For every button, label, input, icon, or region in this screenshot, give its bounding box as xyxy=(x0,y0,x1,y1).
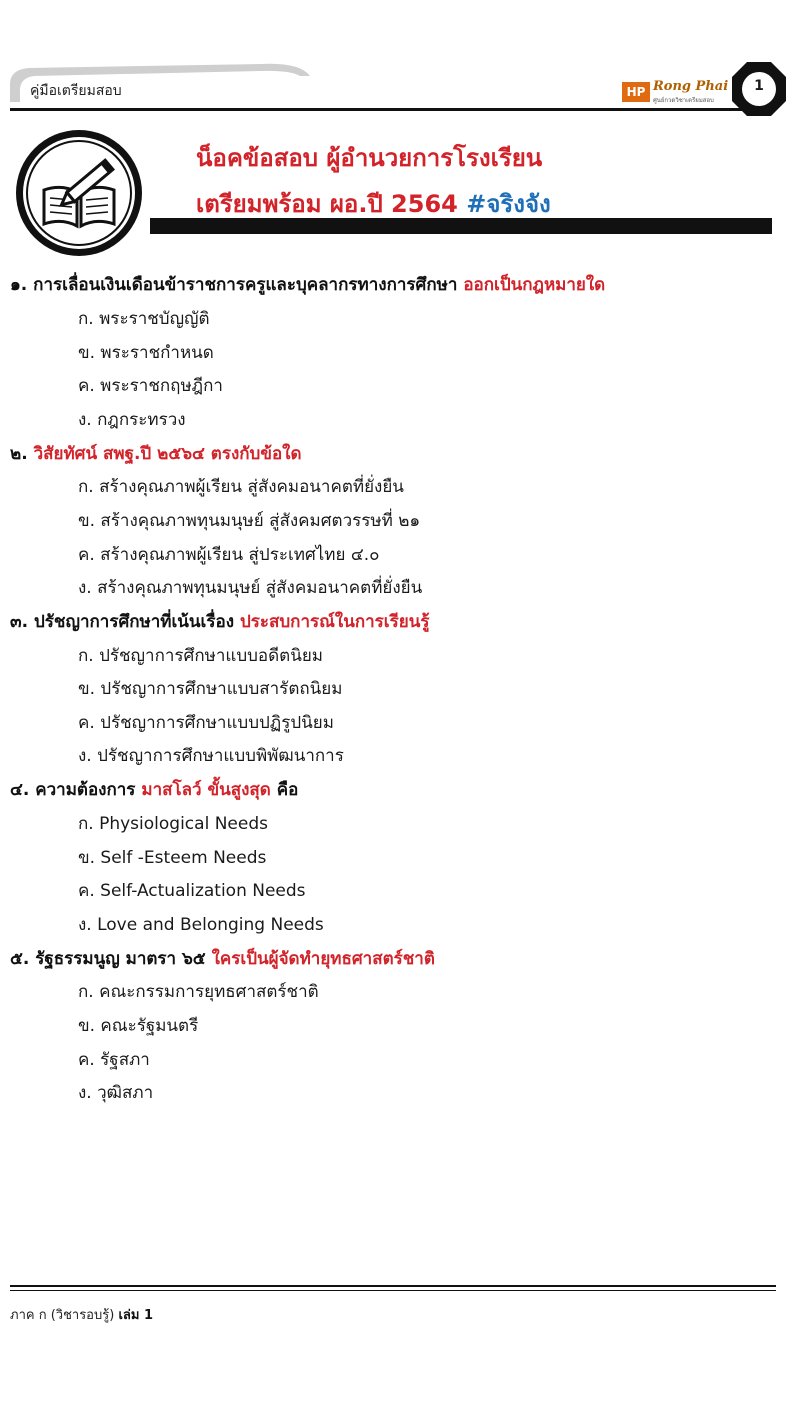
option-1a: ก. พระราชบัญญัติ xyxy=(78,309,210,329)
question-4-lead: ๔. ความต้องการ xyxy=(10,780,142,800)
question-2-lead: ๒. xyxy=(10,444,34,464)
title-subject: ข้อสอบ ผู้อำนวยการโรงเรียน xyxy=(242,144,543,172)
option-3b: ข. ปรัชญาการศึกษาแบบสารัตถนิยม xyxy=(78,679,343,699)
question-5-lead: ๕. รัฐธรรมนูญ มาตรา ๖๕ xyxy=(10,949,212,969)
footer-part-label: ภาค ก (วิชารอบรู้) xyxy=(10,1308,119,1323)
logo-tagline: ศูนย์กวดวิชาเตรียมสอบ xyxy=(653,97,714,104)
option-5a: ก. คณะกรรมการยุทธศาสตร์ชาติ xyxy=(78,982,319,1002)
option-1d: ง. กฎกระทรวง xyxy=(78,410,186,430)
question-3-lead: ๓. ปรัชญาการศึกษาที่เน้นเรื่อง xyxy=(10,612,240,632)
option-1c: ค. พระราชกฤษฎีกา xyxy=(78,376,223,396)
title-hashtag: #จริงจัง xyxy=(466,190,551,218)
option-4c: ค. Self-Actualization Needs xyxy=(78,881,306,901)
option-5b: ข. คณะรัฐมนตรี xyxy=(78,1016,199,1036)
question-4-tail: คือ xyxy=(270,780,299,800)
manual-label: คู่มือเตรียมสอบ xyxy=(30,83,122,99)
option-4b: ข. Self -Esteem Needs xyxy=(78,848,267,868)
question-1-highlight: ออกเป็นกฎหมายใด xyxy=(463,275,606,295)
brand-logo xyxy=(622,76,732,106)
title-line-1 xyxy=(196,138,542,177)
question-1 xyxy=(10,271,605,298)
option-5d: ง. วุฒิสภา xyxy=(78,1083,154,1103)
option-3a: ก. ปรัชญาการศึกษาแบบอดีตนิยม xyxy=(78,646,324,666)
question-5 xyxy=(10,945,435,972)
question-2-tail: ตรงกับข้อใด xyxy=(204,444,302,464)
title-knock: น็อค xyxy=(196,144,243,172)
footer-rule-thick xyxy=(10,1285,776,1287)
option-2c: ค. สร้างคุณภาพผู้เรียน สู่ประเทศไทย ๔.๐ xyxy=(78,545,380,565)
logo-box: HP xyxy=(622,82,650,102)
question-4-highlight: มาสโลว์ ขั้นสูงสุด xyxy=(141,780,271,800)
option-3c: ค. ปรัชญาการศึกษาแบบปฏิรูปนิยม xyxy=(78,713,334,733)
option-2a: ก. สร้างคุณภาพผู้เรียน สู่สังคมอนาคตที่ยั่งยืน xyxy=(78,477,404,497)
question-4 xyxy=(10,776,298,803)
footer-volume-label: เล่ม 1 xyxy=(118,1308,153,1323)
logo-brand: Rong Phai xyxy=(653,79,729,94)
title-prepare: เตรียมพร้อม ผอ.ปี 2564 xyxy=(196,190,467,218)
option-2d: ง. สร้างคุณภาพทุนมนุษย์ สู่สังคมอนาคตที่ยั่งยืน xyxy=(78,578,423,598)
option-4d: ง. Love and Belonging Needs xyxy=(78,915,324,935)
footer xyxy=(10,1304,153,1325)
title-line-2 xyxy=(196,184,551,223)
option-2b: ข. สร้างคุณภาพทุนมนุษย์ สู่สังคมศตวรรษที่ ๒๑ xyxy=(78,511,421,531)
question-3-highlight: ประสบการณ์ในการเรียนรู้ xyxy=(239,612,430,632)
question-2-highlight: วิสัยทัศน์ สพฐ.ปี ๒๕๖๔ xyxy=(33,444,205,464)
header-rule xyxy=(10,108,772,111)
book-pencil-icon xyxy=(14,128,144,258)
question-2 xyxy=(10,440,302,467)
option-1b: ข. พระราชกำหนด xyxy=(78,343,214,363)
question-1-lead: ๑. การเลื่อนเงินเดือนข้าราชการครูและบุคลากรทางการศึกษา xyxy=(10,275,464,295)
question-3 xyxy=(10,608,429,635)
page-number: 1 xyxy=(754,78,764,94)
option-3d: ง. ปรัชญาการศึกษาแบบพิพัฒนาการ xyxy=(78,746,344,766)
question-5-highlight: ใครเป็นผู้จัดทำยุทธศาสตร์ชาติ xyxy=(211,949,435,969)
option-5c: ค. รัฐสภา xyxy=(78,1050,150,1070)
footer-rule-thin xyxy=(10,1290,776,1291)
option-4a: ก. Physiological Needs xyxy=(78,814,268,834)
